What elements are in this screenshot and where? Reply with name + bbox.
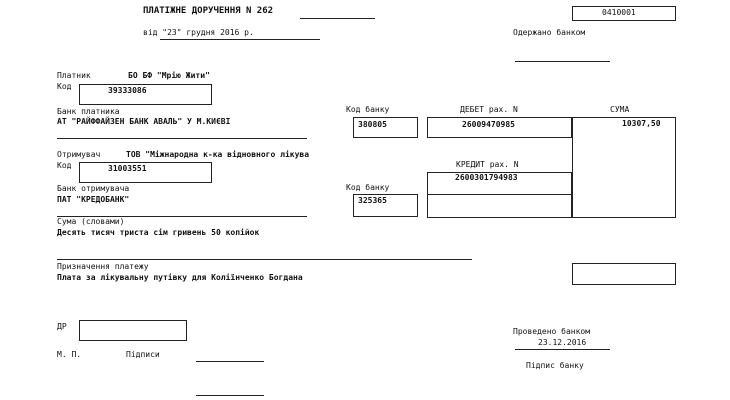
document-title: ПЛАТІЖНЕ ДОРУЧЕННЯ N 262 bbox=[143, 6, 274, 16]
payer-bank-code-label: Код банку bbox=[346, 105, 390, 114]
signature-line-2 bbox=[196, 395, 264, 396]
payer-name: БО БФ "Мрію Жити" bbox=[128, 71, 210, 80]
title-underline bbox=[300, 18, 375, 19]
processed-date-underline bbox=[515, 349, 610, 350]
recipient-bank-code: 325365 bbox=[358, 196, 387, 205]
credit-account-label: КРЕДИТ рах. N bbox=[456, 160, 519, 169]
purpose-top-line bbox=[57, 259, 472, 260]
recipient-bank-name: ПАТ "КРЕДОБАНК" bbox=[57, 195, 130, 204]
payer-bank-label: Банк платника bbox=[57, 107, 120, 116]
document-date: від "23" грудня 2016 р. bbox=[143, 28, 254, 37]
received-by-bank-label: Одержано банком bbox=[513, 28, 586, 37]
recipient-name: ТОВ "Міжнародна к-ка відновного лікува bbox=[126, 150, 310, 159]
recipient-bank-code-label: Код банку bbox=[346, 183, 390, 192]
payment-purpose: Плата за лікувальну путівку для Коліїнченко Богдана bbox=[57, 273, 303, 282]
amount-in-words-label: Сума (словами) bbox=[57, 217, 125, 226]
payer-code-label: Код bbox=[57, 82, 72, 91]
processed-by-bank-label: Проведено банком bbox=[513, 327, 591, 336]
recipient-bank-label: Банк отримувача bbox=[57, 184, 130, 193]
processed-date: 23.12.2016 bbox=[538, 338, 587, 347]
recipient-code: 31003551 bbox=[108, 164, 147, 173]
recipient-code-label: Код bbox=[57, 161, 72, 170]
amount-in-words: Десять тисяч триста сім гривень 50 копійок bbox=[57, 228, 260, 237]
date-underline bbox=[160, 39, 320, 40]
sum-value: 10307,50 bbox=[622, 119, 661, 128]
signatures-label: Підписи bbox=[126, 350, 160, 359]
form-code: 0410001 bbox=[602, 8, 636, 17]
credit-account-extension bbox=[427, 194, 572, 218]
payer-bank-code: 380805 bbox=[358, 120, 387, 129]
purpose-side-box bbox=[572, 263, 676, 285]
recipient-label: Отримувач bbox=[57, 150, 101, 159]
payment-purpose-label: Призначення платежу bbox=[57, 262, 149, 271]
payer-label: Платник bbox=[57, 71, 91, 80]
signature-line-1 bbox=[196, 361, 264, 362]
received-by-bank-line bbox=[515, 61, 610, 62]
payer-bank-underline bbox=[57, 138, 307, 139]
debit-account-label: ДЕБЕТ рах. N bbox=[460, 105, 518, 114]
stamp-label: М. П. bbox=[57, 350, 82, 359]
dr-label: ДР bbox=[57, 322, 67, 331]
payer-bank-name: АТ "РАЙФФАЙЗЕН БАНК АВАЛЬ" У М.КИЄВІ bbox=[57, 117, 231, 126]
credit-account: 2600301794983 bbox=[455, 173, 518, 182]
dr-box bbox=[79, 320, 187, 341]
sum-box bbox=[572, 117, 676, 218]
payer-code: 39333086 bbox=[108, 86, 147, 95]
debit-account: 26009470985 bbox=[462, 120, 515, 129]
sum-label: СУМА bbox=[610, 105, 630, 114]
bank-signature-label: Підпис банку bbox=[526, 361, 584, 370]
